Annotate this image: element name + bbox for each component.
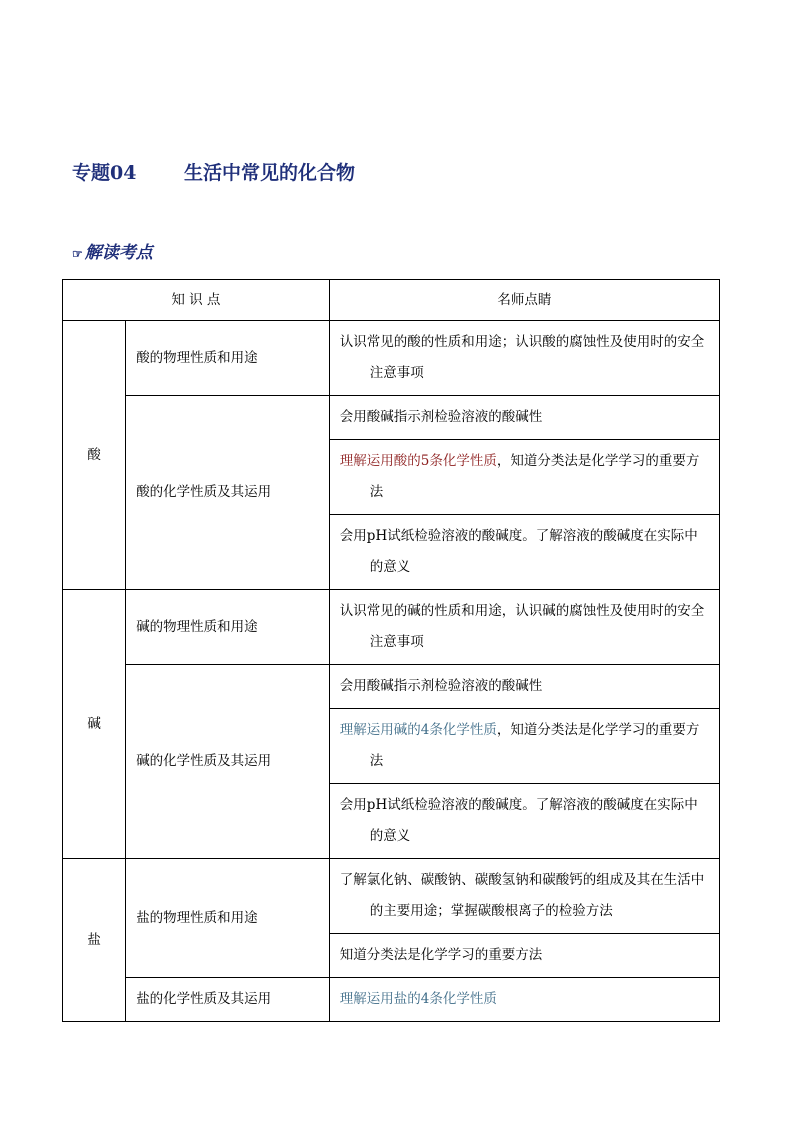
note-base-chemical-2: 理解运用碱的4条化学性质，知道分类法是化学学习的重要方法 — [329, 709, 719, 784]
note-acid-physical: 认识常见的酸的性质和用途；认识酸的腐蚀性及使用时的安全注意事项 — [329, 321, 719, 396]
category-salt: 盐 — [63, 859, 126, 1022]
topic-title: 生活中常见的化合物 — [184, 162, 356, 184]
header-knowledge: 知 识 点 — [63, 280, 330, 321]
highlight-acid-properties: 理解运用酸的5条化学性质 — [339, 453, 497, 469]
topic-number: 专题04 — [72, 162, 137, 184]
section-heading — [72, 238, 153, 263]
note-base-chemical-3: 会用pH试纸检验溶液的酸碱度。了解溶液的酸碱度在实际中的意义 — [329, 784, 719, 859]
note-base-physical: 认识常见的碱的性质和用途，认识碱的腐蚀性及使用时的安全注意事项 — [329, 590, 719, 665]
highlight-base-properties: 理解运用碱的4条化学性质 — [339, 722, 497, 738]
topic-base-physical: 碱的物理性质和用途 — [126, 590, 330, 665]
topic-acid-chemical: 酸的化学性质及其运用 — [126, 396, 330, 590]
topic-salt-physical: 盐的物理性质和用途 — [126, 859, 330, 978]
table-row — [63, 978, 720, 1022]
knowledge-table — [62, 279, 720, 1022]
category-base: 碱 — [63, 590, 126, 859]
category-acid: 酸 — [63, 321, 126, 590]
table-header-row — [63, 280, 720, 321]
note-acid-chemical-2: 理解运用酸的5条化学性质，知道分类法是化学学习的重要方法 — [329, 440, 719, 515]
table-row — [63, 859, 720, 934]
table-row — [63, 321, 720, 396]
page-title — [72, 158, 355, 185]
note-base-chemical-1: 会用酸碱指示剂检验溶液的酸碱性 — [329, 665, 719, 709]
table-row — [63, 396, 720, 440]
topic-base-chemical: 碱的化学性质及其运用 — [126, 665, 330, 859]
note-acid-chemical-3: 会用pH试纸检验溶液的酸碱度。了解溶液的酸碱度在实际中的意义 — [329, 515, 719, 590]
table-row — [63, 665, 720, 709]
note-acid-chemical-1: 会用酸碱指示剂检验溶液的酸碱性 — [329, 396, 719, 440]
pointing-hand-icon: ☞ — [72, 247, 83, 261]
header-notes: 名师点睛 — [329, 280, 719, 321]
note-salt-physical-1: 了解氯化钠、碳酸钠、碳酸氢钠和碳酸钙的组成及其在生活中的主要用途；掌握碳酸根离子的检验方法 — [329, 859, 719, 934]
topic-salt-chemical: 盐的化学性质及其运用 — [126, 978, 330, 1022]
section-label: 解读考点 — [84, 243, 153, 263]
table-row — [63, 590, 720, 665]
topic-acid-physical: 酸的物理性质和用途 — [126, 321, 330, 396]
note-salt-chemical-1: 理解运用盐的4条化学性质 — [329, 978, 719, 1022]
note-salt-physical-2: 知道分类法是化学学习的重要方法 — [329, 934, 719, 978]
